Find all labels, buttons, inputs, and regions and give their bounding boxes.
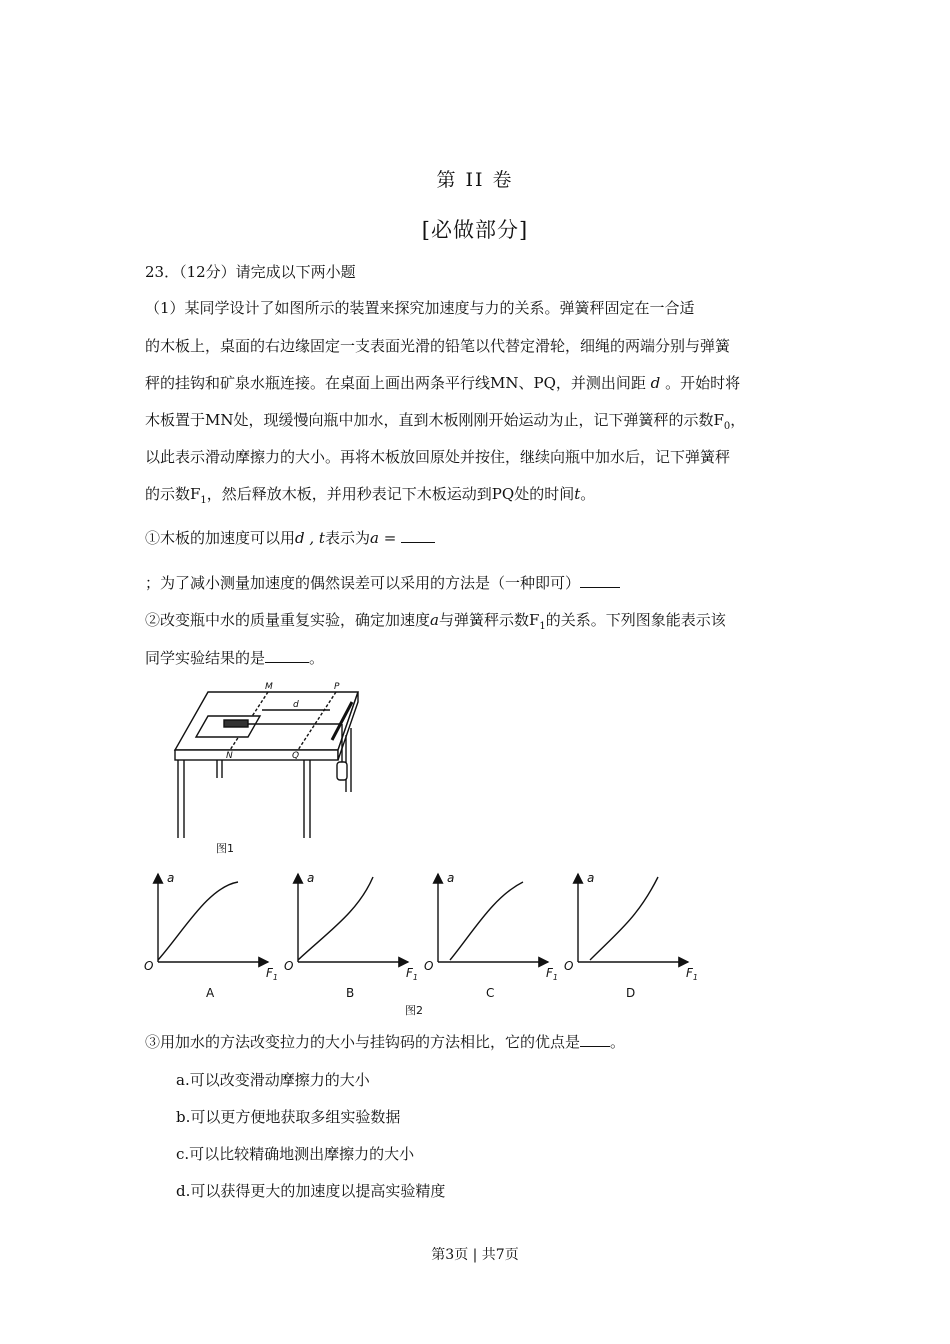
graph-a-ylabel: a: [167, 871, 175, 885]
option-b: b.可以更方便地获取多组实验数据: [176, 1108, 401, 1126]
paragraph-line-1: （1）某同学设计了如图所示的装置来探究加速度与力的关系。弹簧秤固定在一合适: [145, 299, 695, 317]
graph-d-xlabel-sub: 1: [692, 973, 698, 982]
graph-c-label: C: [486, 986, 495, 1000]
option-c: c.可以比较精确地测出摩擦力的大小: [176, 1145, 415, 1163]
paragraph-line-4: 木板置于MN处，现缓慢向瓶中加水，直到木板刚刚开始运动为止，记下弹簧秤的示数$F_0$，: [145, 411, 746, 432]
variable-t: t: [574, 485, 581, 503]
graph-c-origin: O: [424, 959, 434, 973]
variable-d: d: [650, 374, 661, 392]
figure-2-caption: 图2: [405, 1004, 423, 1017]
graph-c-xlabel: $F_1$: [546, 966, 558, 982]
graph-a-xlabel-sub: 1: [272, 973, 278, 982]
page-footer: 第3页 | 共7页: [431, 1247, 519, 1263]
paragraph-line-2: 的木板上，桌面的右边缘固定一支表面光滑的铅笔以代替定滑轮，细绳的两端分别与弹簧: [145, 337, 731, 355]
graph-b-curve: [298, 877, 373, 960]
graph-b-xlabel: $F_1$: [406, 966, 418, 982]
label-N: N: [226, 751, 233, 761]
graph-b-label: B: [346, 986, 355, 1000]
sub-question-3: ③用加水的方法改变拉力的大小与挂钩码的方法相比，它的优点是 。: [145, 1033, 626, 1051]
label-Q: Q: [292, 751, 300, 761]
graph-c-curve: [450, 882, 523, 960]
page-title: 第 II 卷: [436, 169, 514, 191]
graph-d-curve: [590, 877, 658, 960]
graph-b-ylabel: a: [307, 871, 315, 885]
answer-blank-advantage: [580, 1032, 610, 1047]
graph-b-xlabel-sub: 1: [412, 973, 418, 982]
question-heading: 23．（12分）请完成以下两小题: [145, 263, 356, 281]
graph-d-label: D: [626, 986, 636, 1000]
label-P: P: [334, 682, 340, 692]
label-M: M: [265, 682, 273, 692]
graph-c-xlabel-sub: 1: [552, 973, 558, 982]
figure-1-apparatus: [170, 680, 370, 858]
answer-blank-a: [401, 528, 435, 543]
answer-blank-graph: [265, 648, 309, 663]
figure-1-caption: 图1: [216, 842, 234, 855]
graph-c-ylabel: a: [447, 871, 455, 885]
section-title: [必做部分]: [421, 218, 529, 242]
graph-a-label: A: [206, 986, 215, 1000]
graph-a-xlabel: $F_1$: [266, 966, 278, 982]
sub-question-1-line-1: ①木板的加速度可以用d , t表示为a =: [145, 528, 435, 548]
sub-question-1-line-2: ；为了减小测量加速度的偶然误差可以采用的方法是（一种即可）: [145, 573, 620, 593]
graph-b-origin: O: [284, 959, 294, 973]
answer-blank-method: [580, 573, 620, 588]
label-d: d: [293, 700, 299, 710]
graph-a-origin: O: [144, 959, 154, 973]
option-d: d.可以获得更大的加速度以提高实验精度: [176, 1182, 446, 1200]
option-a: a.可以改变滑动摩擦力的大小: [176, 1071, 370, 1089]
graph-d-xlabel: $F_1$: [686, 966, 698, 982]
paragraph-line-5: 以此表示滑动摩擦力的大小。再将木板放回原处并按住，继续向瓶中加水后，记下弹簧秤: [145, 448, 731, 466]
sub-question-2-line-2: 同学实验结果的是 。: [145, 649, 325, 667]
graph-d-ylabel: a: [587, 871, 595, 885]
sub-question-2-line-1: ②改变瓶中水的质量重复实验，确定加速度a与弹簧秤示数$F_1$的关系。下列图象能表示该: [145, 611, 726, 632]
paragraph-line-6: 的示数$F_1$，然后释放木板，并用秒表记下木板运动到PQ处的时间t。: [145, 485, 596, 506]
graph-d-origin: O: [564, 959, 574, 973]
graph-a-curve: [158, 882, 238, 960]
paragraph-line-3: 秤的挂钩和矿泉水瓶连接。在桌面上画出两条平行线MN、PQ，并测出间距 d 。开始时将: [145, 374, 741, 392]
figure-2-graphs: [140, 862, 720, 1022]
